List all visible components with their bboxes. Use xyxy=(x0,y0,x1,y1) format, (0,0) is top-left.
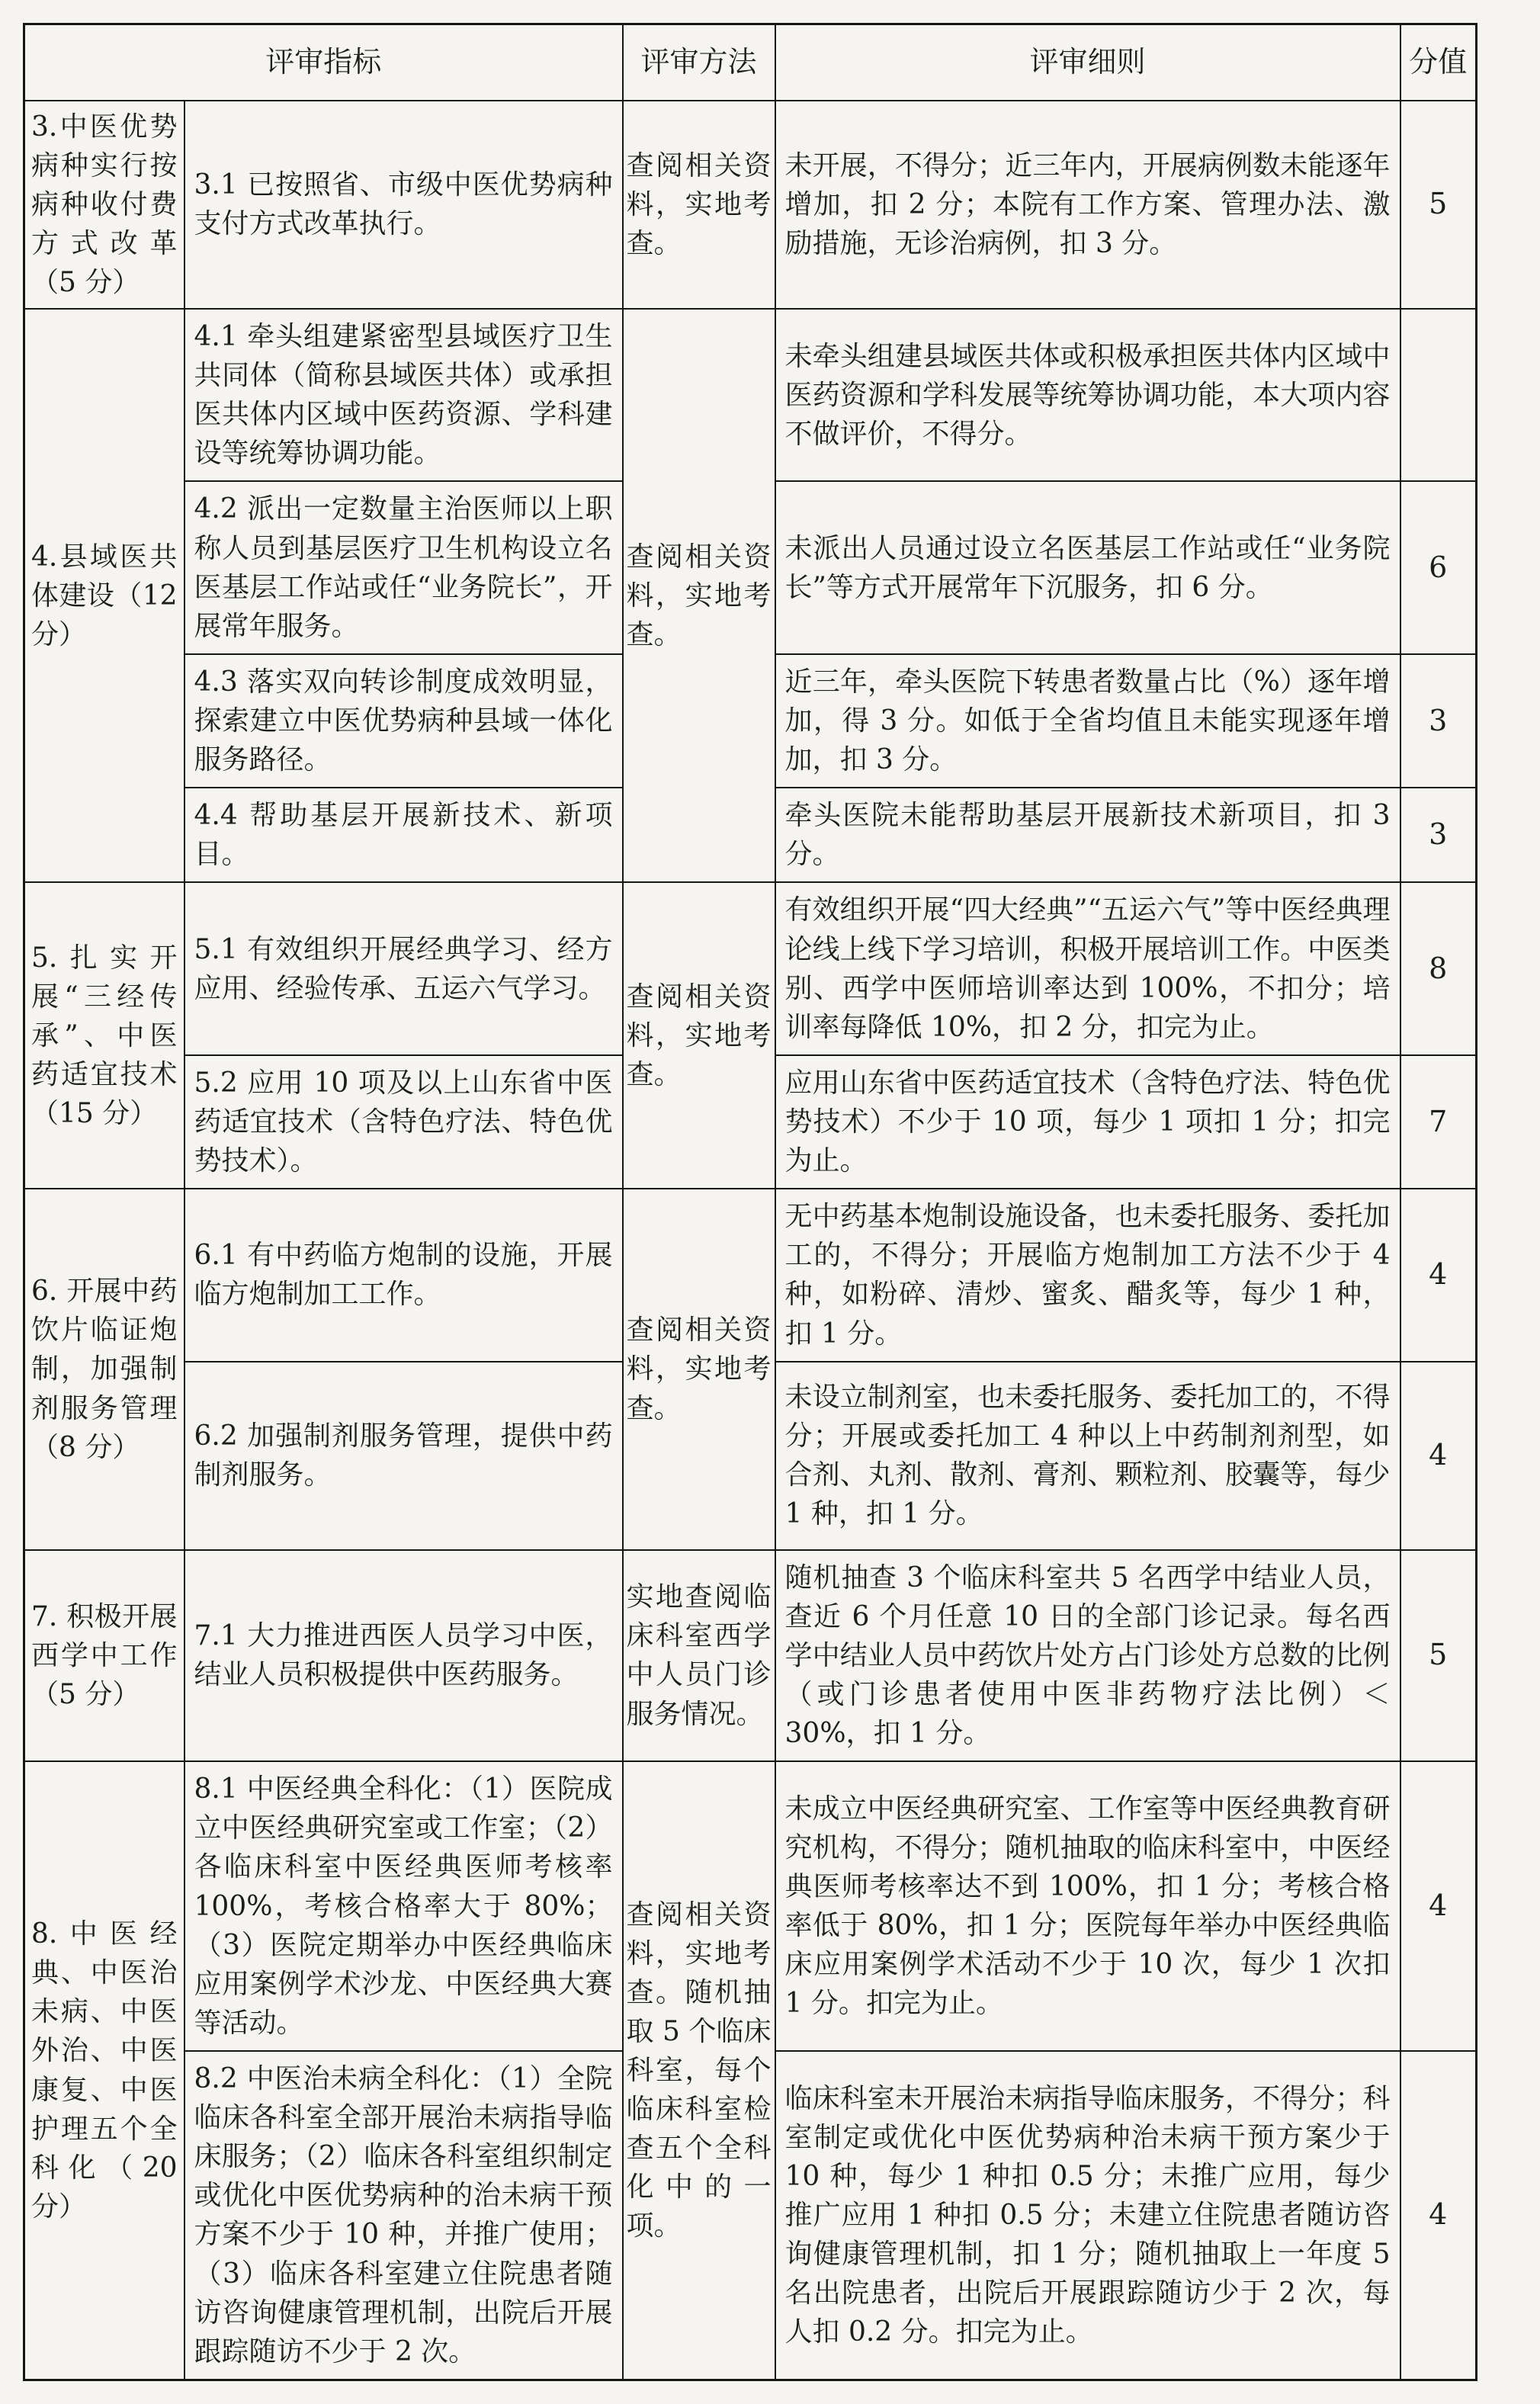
category-cell: 8.中医经典、中医治未病、中医外治、中医康复、中医护理五个全科化（20 分） xyxy=(24,1761,184,2380)
category-cell: 6. 开展中药饮片临证炮制，加强制剂服务管理（8 分） xyxy=(24,1189,184,1549)
detail-cell: 随机抽查 3 个临床科室共 5 名西学中结业人员，查近 6 个月任意 10 日的全部门诊记录。每名西学中结业人员中药饮片处方占门诊处方总数的比例（或门诊患者使用中医非药物疗法比例）＜30%，扣 1 分。 xyxy=(775,1550,1400,1762)
table-row xyxy=(24,309,1477,481)
category-cell: 7. 积极开展西学中工作（5 分） xyxy=(24,1550,184,1762)
table-row xyxy=(24,1550,1477,1762)
indicator-cell: 7.1 大力推进西医人员学习中医，结业人员积极提供中医药服务。 xyxy=(184,1550,623,1762)
score-cell: 5 xyxy=(1400,101,1477,310)
detail-cell: 无中药基本炮制设施设备，也未委托服务、委托加工的，不得分；开展临方炮制加工方法不少于 4 种，如粉碎、清炒、蜜炙、醋炙等，每少 1 种，扣 1 分。 xyxy=(775,1189,1400,1361)
indicator-cell: 8.1 中医经典全科化：（1）医院成立中医经典研究室或工作室；（2）各临床科室中医经典医师考核率 100%，考核合格率大于 80%；（3）医院定期举办中医经典临床应用案例学术沙龙、中医经典大赛等活动。 xyxy=(184,1761,623,2051)
evaluation-table xyxy=(23,23,1477,2381)
detail-cell: 牵头医院未能帮助基层开展新技术新项目，扣 3 分。 xyxy=(775,788,1400,882)
method-cell: 查阅相关资料，实地考查。 xyxy=(623,882,775,1189)
score-cell: 8 xyxy=(1400,882,1477,1054)
table-row xyxy=(24,1761,1477,2051)
table-row xyxy=(24,882,1477,1054)
header-detail: 评审细则 xyxy=(775,24,1400,101)
detail-cell: 近三年，牵头医院下转患者数量占比（%）逐年增加，得 3 分。如低于全省均值且未能实现逐年增加，扣 3 分。 xyxy=(775,654,1400,788)
score-cell: 5 xyxy=(1400,1550,1477,1762)
method-cell: 查阅相关资料，实地考查。 xyxy=(623,1189,775,1549)
indicator-cell: 4.1 牵头组建紧密型县域医疗卫生共同体（简称县域医共体）或承担医共体内区域中医药资源、学科建设等统筹协调功能。 xyxy=(184,309,623,481)
detail-cell: 未牵头组建县域医共体或积极承担医共体内区域中医药资源和学科发展等统筹协调功能，本大项内容不做评价，不得分。 xyxy=(775,309,1400,481)
score-cell: 4 xyxy=(1400,1761,1477,2051)
score-cell: 4 xyxy=(1400,1189,1477,1361)
detail-cell: 未设立制剂室，也未委托服务、委托加工的，不得分；开展或委托加工 4 种以上中药制剂剂型，如合剂、丸剂、散剂、膏剂、颗粒剂、胶囊等，每少 1 种，扣 1 分。 xyxy=(775,1362,1400,1550)
table-row xyxy=(24,101,1477,310)
detail-cell: 应用山东省中医药适宜技术（含特色疗法、特色优势技术）不少于 10 项，每少 1 项扣 1 分；扣完为止。 xyxy=(775,1055,1400,1189)
indicator-cell: 4.4 帮助基层开展新技术、新项目。 xyxy=(184,788,623,882)
score-cell xyxy=(1400,309,1477,481)
indicator-cell: 3.1 已按照省、市级中医优势病种支付方式改革执行。 xyxy=(184,101,623,310)
indicator-cell: 8.2 中医治未病全科化：（1）全院临床各科室全部开展治未病指导临床服务；（2）临床各科室组织制定或优化中医优势病种的治未病干预方案不少于 10 种，并推广使用；（3）临床各科室建立住院患者随访咨询健康管理机制，出院后开展跟踪随访不少于 2 次。 xyxy=(184,2051,623,2380)
indicator-cell: 6.1 有中药临方炮制的设施，开展临方炮制加工工作。 xyxy=(184,1189,623,1361)
header-indicator: 评审指标 xyxy=(24,24,623,101)
method-cell: 查阅相关资料，实地考查。 xyxy=(623,309,775,882)
table-header xyxy=(24,24,1477,101)
detail-cell: 未开展，不得分；近三年内，开展病例数未能逐年增加，扣 2 分；本院有工作方案、管理办法、激励措施，无诊治病例，扣 3 分。 xyxy=(775,101,1400,310)
detail-cell: 未派出人员通过设立名医基层工作站或任“业务院长”等方式开展常年下沉服务，扣 6 分。 xyxy=(775,481,1400,653)
score-cell: 7 xyxy=(1400,1055,1477,1189)
header-method: 评审方法 xyxy=(623,24,775,101)
indicator-cell: 4.2 派出一定数量主治医师以上职称人员到基层医疗卫生机构设立名医基层工作站或任“业务院长”，开展常年服务。 xyxy=(184,481,623,653)
category-cell: 3.中医优势病种实行按病种收付费方式改革（5 分） xyxy=(24,101,184,310)
category-cell: 5.扎实开展“三经传承”、中医药适宜技术（15 分） xyxy=(24,882,184,1189)
method-cell: 查阅相关资料，实地考查。随机抽取 5 个临床科室，每个临床科室检查五个全科化中的一项。 xyxy=(623,1761,775,2380)
detail-cell: 有效组织开展“四大经典”“五运六气”等中医经典理论线上线下学习培训，积极开展培训工作。中医类别、西学中医师培训率达到 100%，不扣分；培训率每降低 10%，扣 2 分，扣完为止。 xyxy=(775,882,1400,1054)
method-cell: 查阅相关资料，实地考查。 xyxy=(623,101,775,310)
indicator-cell: 5.2 应用 10 项及以上山东省中医药适宜技术（含特色疗法、特色优势技术）。 xyxy=(184,1055,623,1189)
score-cell: 4 xyxy=(1400,1362,1477,1550)
score-cell: 6 xyxy=(1400,481,1477,653)
table-row xyxy=(24,1189,1477,1361)
indicator-cell: 5.1 有效组织开展经典学习、经方应用、经验传承、五运六气学习。 xyxy=(184,882,623,1054)
indicator-cell: 6.2 加强制剂服务管理，提供中药制剂服务。 xyxy=(184,1362,623,1550)
detail-cell: 未成立中医经典研究室、工作室等中医经典教育研究机构，不得分；随机抽取的临床科室中，中医经典医师考核率达不到 100%，扣 1 分；考核合格率低于 80%，扣 1 分；医院每年举办中医经典临床应用案例学术活动不少于 10 次，每少 1 次扣 1 分。扣完为止。 xyxy=(775,1761,1400,2051)
score-cell: 3 xyxy=(1400,654,1477,788)
header-row xyxy=(24,24,1477,101)
score-cell: 4 xyxy=(1400,2051,1477,2380)
method-cell: 实地查阅临床科室西学中人员门诊服务情况。 xyxy=(623,1550,775,1762)
header-score: 分值 xyxy=(1400,24,1477,101)
evaluation-table-body xyxy=(24,101,1477,2380)
detail-cell: 临床科室未开展治未病指导临床服务，不得分；科室制定或优化中医优势病种治未病干预方案少于 10 种，每少 1 种扣 0.5 分；未推广应用，每少推广应用 1 种扣 0.5 分；未建立住院患者随访咨询健康管理机制，扣 1 分；随机抽取上一年度 5 名出院患者，出院后开展跟踪随访少于 2 次，每人扣 0.2 分。扣完为止。 xyxy=(775,2051,1400,2380)
category-cell: 4.县域医共体建设（12 分） xyxy=(24,309,184,882)
indicator-cell: 4.3 落实双向转诊制度成效明显，探索建立中医优势病种县域一体化服务路径。 xyxy=(184,654,623,788)
score-cell: 3 xyxy=(1400,788,1477,882)
